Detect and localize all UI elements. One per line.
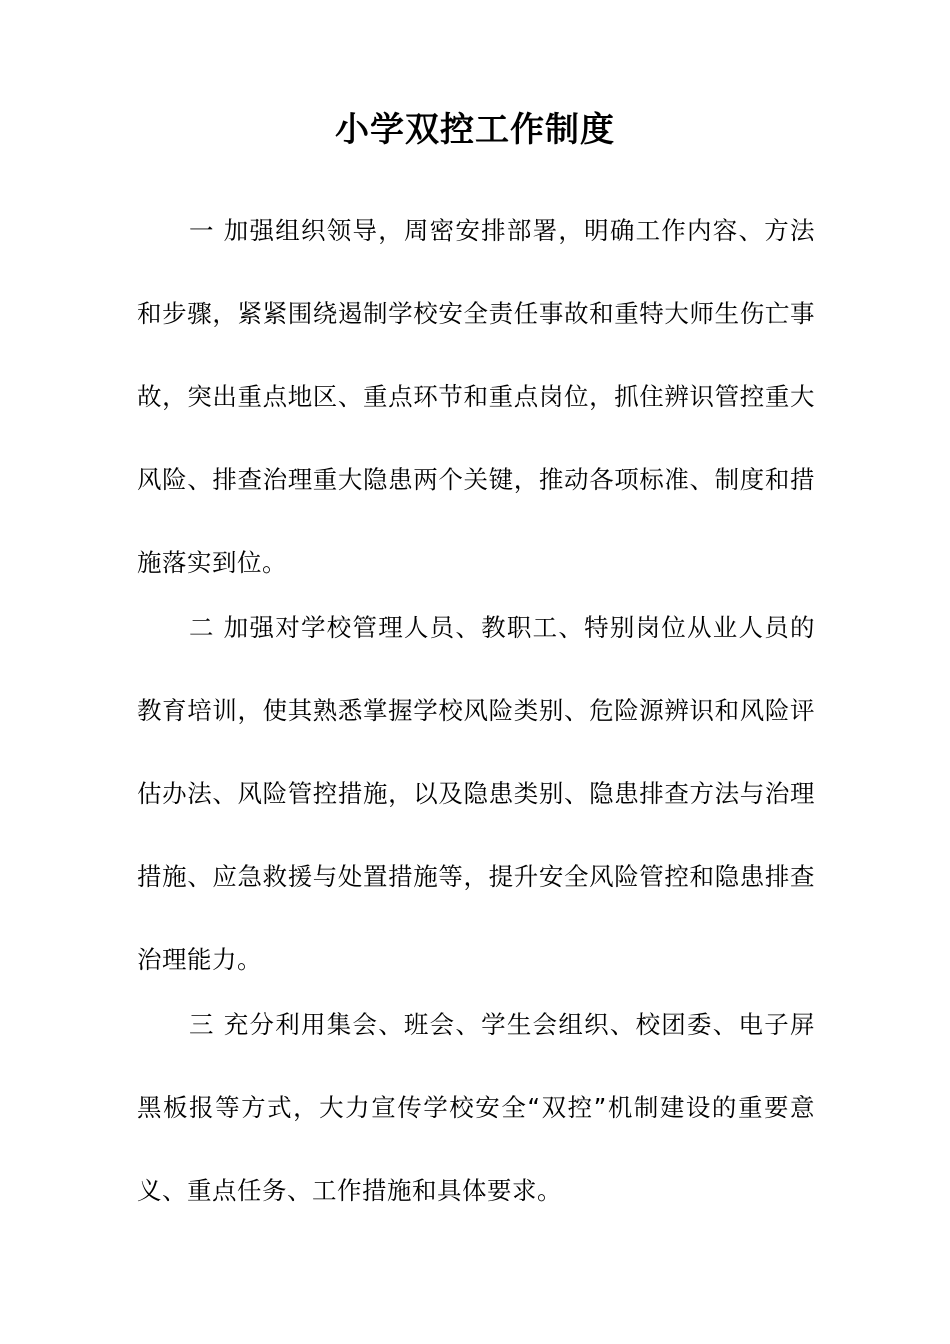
document-title: 小学双控工作制度 xyxy=(335,110,615,150)
paragraph-2: 二 加强对学校管理人员、教职工、特别岗位从业人员的教育培训，使其熟悉掌握学校风险类别、危险源辨识和风险评估办法、风险管控措施，以及隐患类别、隐患排查方法与治理措施、应急救援与处置措施等，提升安全风险管控和隐患排查治理能力。 xyxy=(137,613,815,974)
paragraph-1: 一 加强组织领导，周密安排部署，明确工作内容、方法和步骤，紧紧围绕遏制学校安全责任事故和重特大师生伤亡事故，突出重点地区、重点环节和重点岗位，抓住辨识管控重大风险、排查治理重大隐患两个关键，推动各项标准、制度和措施落实到位。 xyxy=(137,216,815,577)
paragraph-3: 三 充分利用集会、班会、学生会组织、校团委、电子屏黑板报等方式，大力宣传学校安全“双控”机制建设的重要意义、重点任务、工作措施和具体要求。 xyxy=(137,1010,815,1205)
